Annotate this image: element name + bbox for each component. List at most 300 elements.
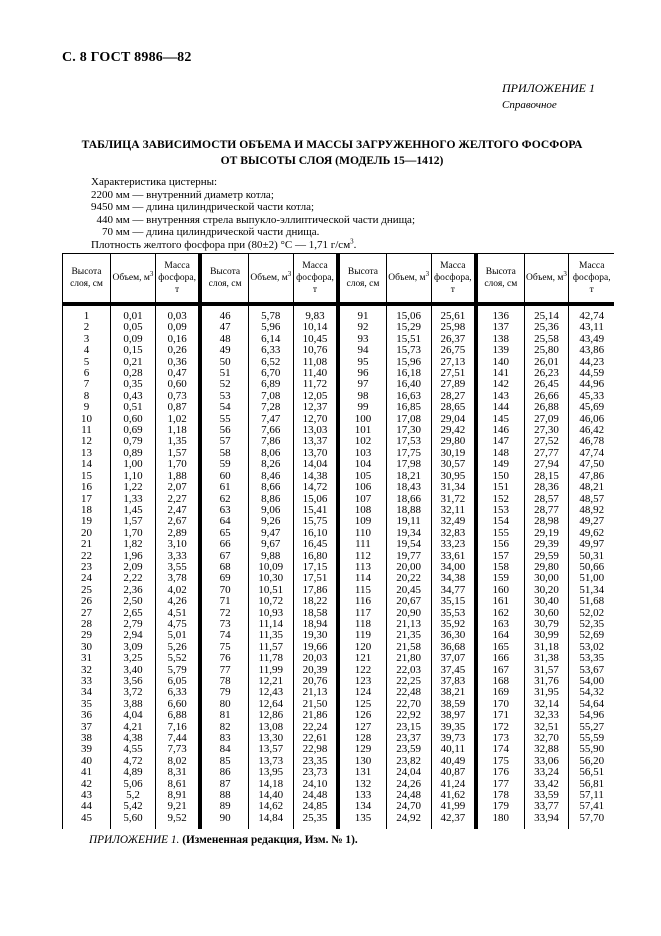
volume-mass-table	[62, 253, 614, 829]
cell-height: 32	[63, 665, 111, 676]
cell-volume: 21,35	[386, 630, 431, 641]
cell-height: 95	[338, 357, 386, 368]
cell-height: 2	[63, 322, 111, 333]
cell-mass: 15,75	[293, 516, 338, 527]
cell-mass: 49,62	[569, 528, 614, 539]
cell-height: 65	[200, 528, 248, 539]
cell-height: 104	[338, 459, 386, 470]
cell-mass: 30,19	[431, 448, 476, 459]
cell-height: 83	[200, 733, 248, 744]
cell-volume: 5,60	[111, 813, 156, 829]
cell-mass: 6,05	[155, 676, 200, 687]
cell-volume: 28,15	[524, 471, 569, 482]
cell-volume: 24,92	[386, 813, 431, 829]
cell-volume: 14,18	[248, 779, 293, 790]
cell-volume: 4,89	[111, 767, 156, 778]
cell-volume: 15,73	[386, 345, 431, 356]
cell-height: 54	[200, 402, 248, 413]
cell-height: 170	[476, 699, 524, 710]
cell-volume: 12,86	[248, 710, 293, 721]
cell-height: 154	[476, 516, 524, 527]
cell-volume: 31,76	[524, 676, 569, 687]
cell-height: 13	[63, 448, 111, 459]
cell-height: 117	[338, 608, 386, 619]
cell-height: 23	[63, 562, 111, 573]
cell-mass: 33,23	[431, 539, 476, 550]
cell-volume: 24,04	[386, 767, 431, 778]
cell-height: 78	[200, 676, 248, 687]
cell-height: 152	[476, 494, 524, 505]
cell-height: 7	[63, 379, 111, 390]
table-row	[63, 368, 615, 379]
cell-volume: 1,96	[111, 551, 156, 562]
cell-height: 51	[200, 368, 248, 379]
cell-mass: 23,35	[293, 756, 338, 767]
cell-height: 92	[338, 322, 386, 333]
cell-height: 129	[338, 744, 386, 755]
cell-mass: 19,30	[293, 630, 338, 641]
cell-height: 114	[338, 573, 386, 584]
cell-height: 41	[63, 767, 111, 778]
cell-mass: 52,69	[569, 630, 614, 641]
cell-mass: 55,59	[569, 733, 614, 744]
cell-height: 143	[476, 391, 524, 402]
cell-height: 73	[200, 619, 248, 630]
cell-height: 28	[63, 619, 111, 630]
cell-mass: 43,86	[569, 345, 614, 356]
cell-height: 57	[200, 436, 248, 447]
cell-volume: 10,93	[248, 608, 293, 619]
cell-volume: 14,62	[248, 801, 293, 812]
header-volume: Объем, $м^3$	[248, 254, 293, 305]
cell-mass: 3,78	[155, 573, 200, 584]
cell-mass: 9,83	[293, 304, 338, 322]
table-row	[63, 699, 615, 710]
cell-volume: 23,82	[386, 756, 431, 767]
cell-mass: 3,33	[155, 551, 200, 562]
cell-mass: 43,49	[569, 334, 614, 345]
cell-volume: 0,01	[111, 304, 156, 322]
cell-mass: 2,47	[155, 505, 200, 516]
cell-mass: 0,36	[155, 357, 200, 368]
cell-height: 88	[200, 790, 248, 801]
cell-height: 162	[476, 608, 524, 619]
cell-volume: 30,20	[524, 585, 569, 596]
cell-height: 178	[476, 790, 524, 801]
cell-height: 61	[200, 482, 248, 493]
cell-height: 40	[63, 756, 111, 767]
cell-volume: 4,04	[111, 710, 156, 721]
cell-mass: 57,41	[569, 801, 614, 812]
cell-mass: 36,30	[431, 630, 476, 641]
cell-height: 6	[63, 368, 111, 379]
table-row	[63, 379, 615, 390]
cell-height: 45	[63, 813, 111, 829]
cell-mass: 38,97	[431, 710, 476, 721]
cell-height: 108	[338, 505, 386, 516]
cell-volume: 6,89	[248, 379, 293, 390]
table-row	[63, 494, 615, 505]
header-mass: Масса фосфора, т	[155, 254, 200, 305]
cell-height: 96	[338, 368, 386, 379]
cell-height: 29	[63, 630, 111, 641]
cell-height: 110	[338, 528, 386, 539]
cell-height: 43	[63, 790, 111, 801]
cell-height: 180	[476, 813, 524, 829]
cell-height: 157	[476, 551, 524, 562]
cell-height: 16	[63, 482, 111, 493]
cell-mass: 44,96	[569, 379, 614, 390]
cell-mass: 36,68	[431, 642, 476, 653]
cell-height: 140	[476, 357, 524, 368]
cell-mass: 22,98	[293, 744, 338, 755]
footnote-text: (Измененная редакция, Изм. № 1).	[182, 834, 358, 846]
cell-height: 15	[63, 471, 111, 482]
table-row	[63, 436, 615, 447]
table-row	[63, 733, 615, 744]
cell-mass: 54,96	[569, 710, 614, 721]
cell-volume: 30,00	[524, 573, 569, 584]
cell-volume: 18,66	[386, 494, 431, 505]
cell-volume: 13,73	[248, 756, 293, 767]
cell-volume: 26,23	[524, 368, 569, 379]
cell-mass: 15,41	[293, 505, 338, 516]
cell-height: 36	[63, 710, 111, 721]
cell-height: 131	[338, 767, 386, 778]
cell-volume: 32,51	[524, 722, 569, 733]
cell-volume: 0,09	[111, 334, 156, 345]
cell-height: 175	[476, 756, 524, 767]
header-mass: Масса фосфора, т	[569, 254, 614, 305]
cell-volume: 23,15	[386, 722, 431, 733]
cell-volume: 0,60	[111, 414, 156, 425]
cell-height: 68	[200, 562, 248, 573]
cell-mass: 51,00	[569, 573, 614, 584]
cell-volume: 0,15	[111, 345, 156, 356]
cell-height: 167	[476, 665, 524, 676]
cell-volume: 32,33	[524, 710, 569, 721]
cell-mass: 34,00	[431, 562, 476, 573]
cell-volume: 14,84	[248, 813, 293, 829]
cell-mass: 37,45	[431, 665, 476, 676]
cell-height: 107	[338, 494, 386, 505]
footnote	[89, 834, 358, 846]
table-row	[63, 357, 615, 368]
cell-mass: 0,09	[155, 322, 200, 333]
cell-mass: 20,39	[293, 665, 338, 676]
cell-height: 4	[63, 345, 111, 356]
cell-height: 98	[338, 391, 386, 402]
cell-volume: 1,45	[111, 505, 156, 516]
cell-volume: 1,57	[111, 516, 156, 527]
cell-volume: 28,57	[524, 494, 569, 505]
cell-mass: 5,52	[155, 653, 200, 664]
cell-volume: 24,26	[386, 779, 431, 790]
cell-height: 134	[338, 801, 386, 812]
cell-volume: 30,60	[524, 608, 569, 619]
cell-height: 3	[63, 334, 111, 345]
cell-volume: 9,26	[248, 516, 293, 527]
cell-height: 91	[338, 304, 386, 322]
cell-height: 64	[200, 516, 248, 527]
cell-height: 142	[476, 379, 524, 390]
cell-height: 161	[476, 596, 524, 607]
cell-volume: 28,98	[524, 516, 569, 527]
table-row	[63, 304, 615, 322]
cell-volume: 16,18	[386, 368, 431, 379]
cell-volume: 11,35	[248, 630, 293, 641]
cell-mass: 1,70	[155, 459, 200, 470]
cell-mass: 50,66	[569, 562, 614, 573]
cell-height: 90	[200, 813, 248, 829]
cell-mass: 50,31	[569, 551, 614, 562]
cell-mass: 13,03	[293, 425, 338, 436]
cell-height: 146	[476, 425, 524, 436]
cell-volume: 3,72	[111, 687, 156, 698]
table-row	[63, 653, 615, 664]
cell-height: 72	[200, 608, 248, 619]
table-row	[63, 665, 615, 676]
cell-volume: 27,30	[524, 425, 569, 436]
cell-height: 135	[338, 813, 386, 829]
table-row	[63, 813, 615, 829]
cell-height: 168	[476, 676, 524, 687]
cell-mass: 4,26	[155, 596, 200, 607]
cell-mass: 46,78	[569, 436, 614, 447]
cell-mass: 21,50	[293, 699, 338, 710]
cell-height: 113	[338, 562, 386, 573]
cell-mass: 27,13	[431, 357, 476, 368]
cell-mass: 47,74	[569, 448, 614, 459]
cell-volume: 31,38	[524, 653, 569, 664]
cell-volume: 9,88	[248, 551, 293, 562]
cell-volume: 1,10	[111, 471, 156, 482]
cell-height: 153	[476, 505, 524, 516]
cell-mass: 12,05	[293, 391, 338, 402]
table-row	[63, 744, 615, 755]
cell-mass: 32,49	[431, 516, 476, 527]
cell-height: 85	[200, 756, 248, 767]
cell-mass: 20,76	[293, 676, 338, 687]
cell-height: 19	[63, 516, 111, 527]
cell-volume: 25,58	[524, 334, 569, 345]
cell-volume: 33,06	[524, 756, 569, 767]
cell-height: 55	[200, 414, 248, 425]
cell-volume: 25,80	[524, 345, 569, 356]
cell-mass: 40,49	[431, 756, 476, 767]
cell-height: 17	[63, 494, 111, 505]
table-row	[63, 562, 615, 573]
header-height: Высота слоя, см	[338, 254, 386, 305]
cell-mass: 9,52	[155, 813, 200, 829]
cell-height: 116	[338, 596, 386, 607]
cell-volume: 13,08	[248, 722, 293, 733]
cell-mass: 49,97	[569, 539, 614, 550]
cell-mass: 34,38	[431, 573, 476, 584]
cell-volume: 3,56	[111, 676, 156, 687]
cell-mass: 2,27	[155, 494, 200, 505]
cell-volume: 7,08	[248, 391, 293, 402]
cell-volume: 0,28	[111, 368, 156, 379]
cell-mass: 0,47	[155, 368, 200, 379]
cell-height: 115	[338, 585, 386, 596]
cell-mass: 38,59	[431, 699, 476, 710]
cell-volume: 10,09	[248, 562, 293, 573]
cell-volume: 32,70	[524, 733, 569, 744]
spec-item: 70 мм — длина цилиндрической части днища.	[91, 226, 320, 239]
cell-mass: 56,20	[569, 756, 614, 767]
cell-mass: 27,51	[431, 368, 476, 379]
cell-volume: 31,95	[524, 687, 569, 698]
table-header-row	[63, 254, 615, 305]
cell-volume: 33,24	[524, 767, 569, 778]
cell-height: 14	[63, 459, 111, 470]
cell-volume: 33,94	[524, 813, 569, 829]
appendix-label: ПРИЛОЖЕНИЕ 1	[502, 81, 595, 95]
cell-mass: 18,22	[293, 596, 338, 607]
cell-mass: 13,70	[293, 448, 338, 459]
cell-height: 166	[476, 653, 524, 664]
cell-height: 109	[338, 516, 386, 527]
cell-volume: 5,06	[111, 779, 156, 790]
cell-mass: 5,01	[155, 630, 200, 641]
cell-height: 42	[63, 779, 111, 790]
table-row	[63, 710, 615, 721]
cell-height: 18	[63, 505, 111, 516]
table-row	[63, 402, 615, 413]
cell-mass: 11,08	[293, 357, 338, 368]
cell-volume: 2,36	[111, 585, 156, 596]
cell-volume: 22,70	[386, 699, 431, 710]
cell-volume: 13,30	[248, 733, 293, 744]
cell-mass: 53,02	[569, 642, 614, 653]
cell-mass: 12,70	[293, 414, 338, 425]
cell-volume: 29,19	[524, 528, 569, 539]
cell-height: 82	[200, 722, 248, 733]
cell-height: 100	[338, 414, 386, 425]
cell-mass: 20,03	[293, 653, 338, 664]
table-row	[63, 425, 615, 436]
cell-mass: 29,42	[431, 425, 476, 436]
cell-volume: 10,51	[248, 585, 293, 596]
cell-height: 74	[200, 630, 248, 641]
cell-height: 9	[63, 402, 111, 413]
cell-mass: 3,55	[155, 562, 200, 573]
cell-mass: 54,00	[569, 676, 614, 687]
cell-height: 49	[200, 345, 248, 356]
header-height: Высота слоя, см	[476, 254, 524, 305]
title-line-2: ОТ ВЫСОТЫ СЛОЯ (МОДЕЛЬ 15—1412)	[220, 154, 444, 167]
page-header: С. 8 ГОСТ 8986—82	[62, 50, 192, 65]
cell-height: 44	[63, 801, 111, 812]
cell-height: 5	[63, 357, 111, 368]
cell-mass: 27,89	[431, 379, 476, 390]
cell-volume: 8,66	[248, 482, 293, 493]
cell-mass: 17,86	[293, 585, 338, 596]
cell-mass: 1,57	[155, 448, 200, 459]
cell-volume: 25,14	[524, 304, 569, 322]
header-volume: Объем, $м^3$	[386, 254, 431, 305]
table-row	[63, 539, 615, 550]
cell-height: 159	[476, 573, 524, 584]
cell-mass: 29,04	[431, 414, 476, 425]
cell-volume: 11,99	[248, 665, 293, 676]
cell-height: 145	[476, 414, 524, 425]
cell-volume: 0,69	[111, 425, 156, 436]
table-row	[63, 528, 615, 539]
cell-height: 22	[63, 551, 111, 562]
cell-volume: 23,37	[386, 733, 431, 744]
cell-height: 70	[200, 585, 248, 596]
cell-mass: 21,13	[293, 687, 338, 698]
cell-height: 77	[200, 665, 248, 676]
spec-item: 440 мм — внутренняя стрела выпукло-эллиптической части днища;	[91, 213, 415, 226]
cell-height: 56	[200, 425, 248, 436]
cell-mass: 10,76	[293, 345, 338, 356]
cell-mass: 53,67	[569, 665, 614, 676]
cell-height: 31	[63, 653, 111, 664]
table-row	[63, 722, 615, 733]
cell-mass: 24,85	[293, 801, 338, 812]
cell-mass: 55,90	[569, 744, 614, 755]
cell-mass: 18,94	[293, 619, 338, 630]
cell-height: 12	[63, 436, 111, 447]
cell-volume: 4,72	[111, 756, 156, 767]
cell-mass: 37,07	[431, 653, 476, 664]
cell-mass: 29,80	[431, 436, 476, 447]
cell-mass: 46,06	[569, 414, 614, 425]
cell-mass: 45,69	[569, 402, 614, 413]
cell-height: 177	[476, 779, 524, 790]
cell-mass: 55,27	[569, 722, 614, 733]
cell-height: 71	[200, 596, 248, 607]
density-line: Плотность желтого фосфора при (80±2) °С — 1,71 $г/см^3$.	[91, 237, 357, 251]
cell-volume: 9,47	[248, 528, 293, 539]
cell-mass: 4,51	[155, 608, 200, 619]
cell-height: 128	[338, 733, 386, 744]
spec-item: 2200 мм — внутренний диаметр котла;	[91, 188, 274, 201]
cell-volume: 24,48	[386, 790, 431, 801]
cell-mass: 31,34	[431, 482, 476, 493]
cell-volume: 30,40	[524, 596, 569, 607]
cell-height: 101	[338, 425, 386, 436]
cell-volume: 2,79	[111, 619, 156, 630]
cell-height: 10	[63, 414, 111, 425]
cell-volume: 22,03	[386, 665, 431, 676]
cell-volume: 8,86	[248, 494, 293, 505]
cell-height: 99	[338, 402, 386, 413]
cell-mass: 14,72	[293, 482, 338, 493]
cell-mass: 16,45	[293, 539, 338, 550]
cell-volume: 0,51	[111, 402, 156, 413]
cell-height: 165	[476, 642, 524, 653]
cell-mass: 28,65	[431, 402, 476, 413]
cell-height: 156	[476, 539, 524, 550]
cell-mass: 52,02	[569, 608, 614, 619]
cell-height: 172	[476, 722, 524, 733]
cell-height: 87	[200, 779, 248, 790]
cell-volume: 15,96	[386, 357, 431, 368]
cell-height: 21	[63, 539, 111, 550]
cell-height: 174	[476, 744, 524, 755]
cell-height: 125	[338, 699, 386, 710]
cell-height: 76	[200, 653, 248, 664]
cell-volume: 17,08	[386, 414, 431, 425]
cell-height: 67	[200, 551, 248, 562]
cell-volume: 8,46	[248, 471, 293, 482]
appendix-label-block	[502, 80, 595, 114]
cell-mass: 38,21	[431, 687, 476, 698]
